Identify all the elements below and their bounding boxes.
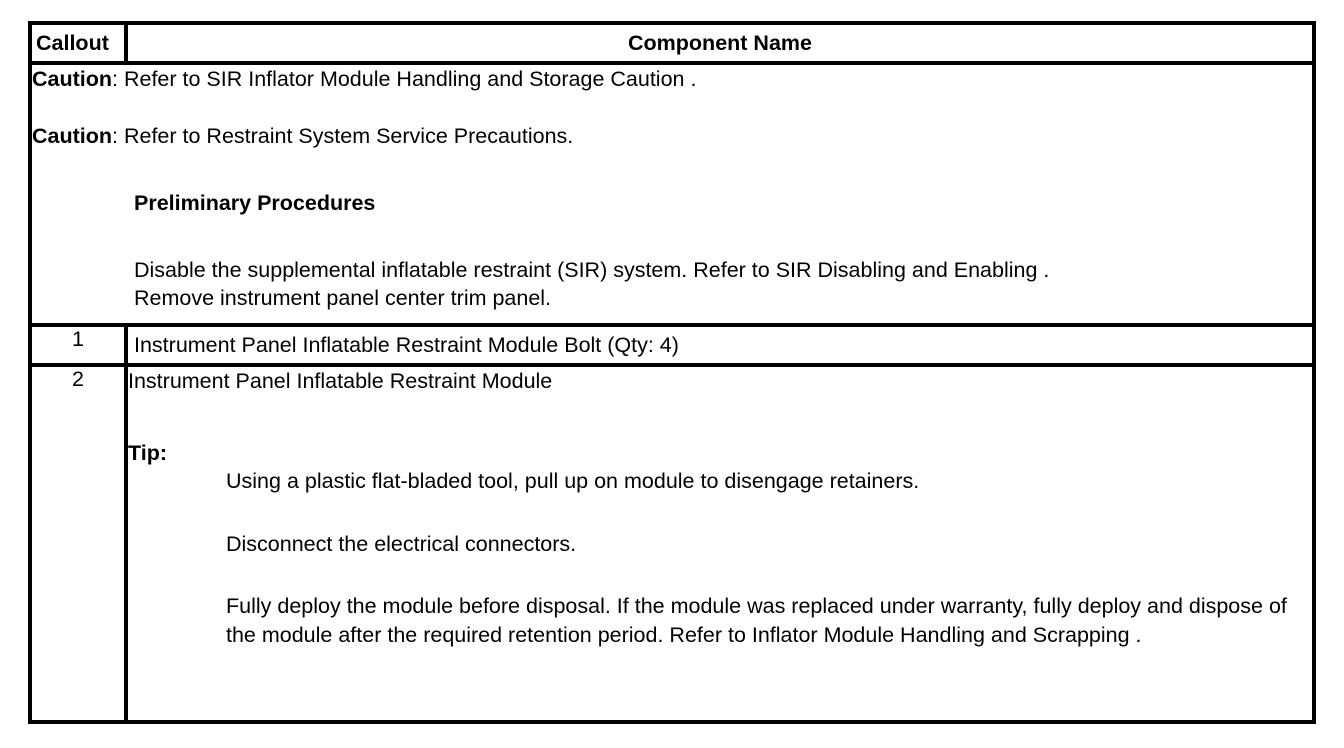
caution-text: : Refer to Restraint System Service Precautions. <box>112 124 574 148</box>
tip-step: Using a plastic flat-bladed tool, pull up on module to disengage retainers. <box>226 469 920 493</box>
header-row <box>30 23 1314 63</box>
preliminary-steps <box>134 256 1312 312</box>
caution-label: Caution <box>32 67 113 91</box>
preliminary-procedures-title: Preliminary Procedures <box>134 191 376 215</box>
caution-note-1 <box>32 65 1312 93</box>
component-name-column-header: Component Name <box>126 23 1314 63</box>
preliminary-step: Disable the supplemental inflatable restraint (SIR) system. Refer to SIR Disabling and Enabling . <box>134 258 1050 282</box>
caution-label: Caution <box>32 124 113 148</box>
component-cell <box>126 365 1314 722</box>
tip-steps <box>226 467 1312 649</box>
callout-table <box>28 21 1316 724</box>
callout-number: 2 <box>30 365 126 722</box>
table-row <box>30 365 1314 722</box>
component-name: Instrument Panel Inflatable Restraint Module <box>128 369 553 393</box>
table-row <box>30 325 1314 365</box>
tip-step: Disconnect the electrical connectors. <box>226 531 577 556</box>
caution-text: : Refer to SIR Inflator Module Handling and Storage Caution . <box>112 67 697 91</box>
component-name: Instrument Panel Inflatable Restraint Module Bolt (Qty: 4) <box>126 325 1314 365</box>
intro-cell <box>30 63 1314 325</box>
callout-number: 1 <box>30 325 126 365</box>
preliminary-step: Remove instrument panel center trim panel. <box>134 286 552 310</box>
tip-step: Fully deploy the module before disposal. If the module was replaced under warranty, fully deploy and dispose of the module after the required retention period. Refer to Inflator Module Handling and Scrapping . <box>226 594 1287 647</box>
callout-column-header: Callout <box>30 23 126 63</box>
caution-note-2 <box>32 122 1312 150</box>
intro-row <box>30 63 1314 325</box>
tip-label: Tip: <box>128 441 168 465</box>
